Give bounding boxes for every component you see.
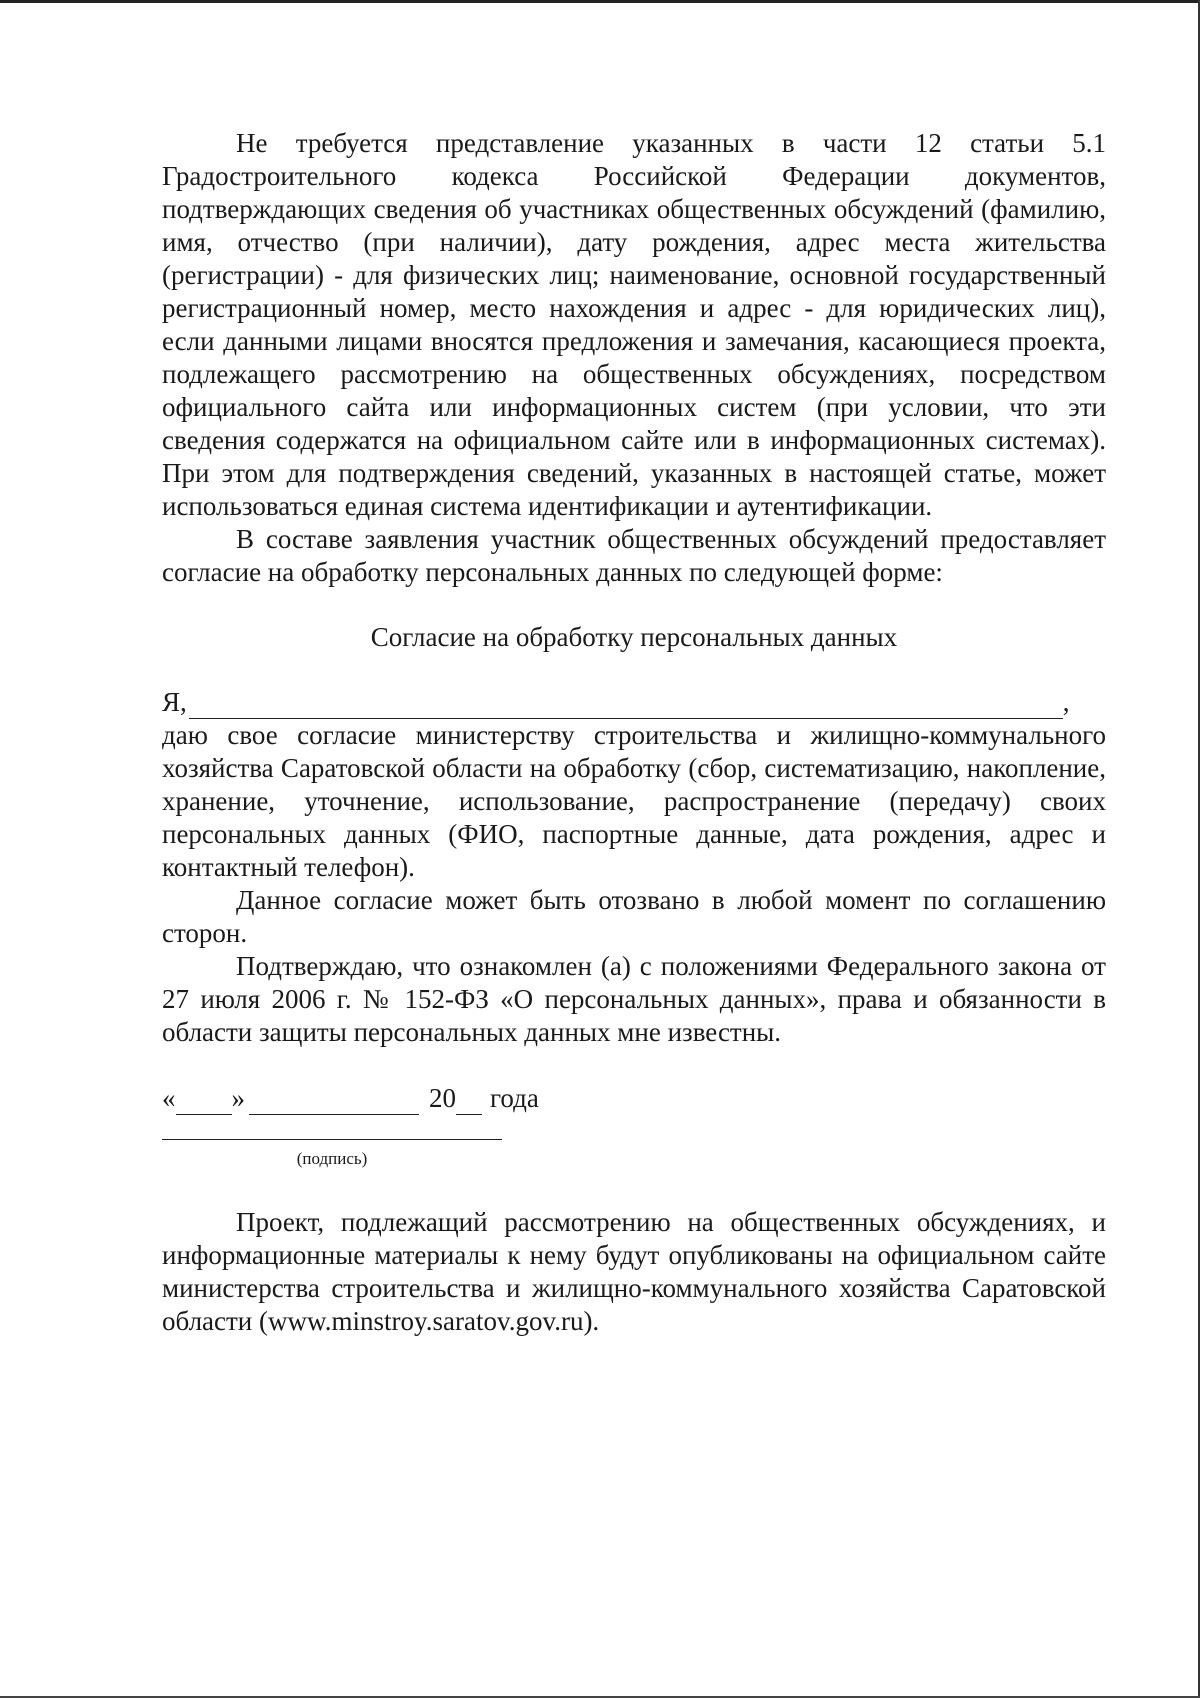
consent-form-title: Согласие на обработку персональных данных (370, 622, 898, 652)
signature-block (162, 1129, 502, 1170)
date-century: 20 (429, 1083, 456, 1113)
fio-field-line (162, 686, 1106, 719)
confirm-text: Подтверждаю, что ознакомлен (а) с положениями Федерального закона от 27 июля 2006 г. № 152-ФЗ «О персональных данных», права и обязанности в области защиты персональных данных мне известны. (162, 951, 1106, 1047)
date-year-word: года (490, 1083, 539, 1113)
date-open-quote: « (162, 1083, 176, 1113)
paragraph-consent-intro: В составе заявления участник общественных обсуждений предоставляет согласие на обработку персональных данных по следующей форме: (162, 524, 1106, 587)
month-blank (249, 1090, 419, 1115)
date-close-quote: » (231, 1083, 245, 1113)
signature-caption: (подпись) (296, 1149, 368, 1168)
revoke-text: Данное согласие может быть отозвано в любой момент по соглашению сторон. (162, 885, 1106, 948)
day-blank (176, 1090, 232, 1115)
paragraph-documents-not-required: Не требуется представление указанных в части 12 статьи 5.1 Градостроительного кодекса Российской Федерации документов, подтверждающих сведения об участниках общественных обсуждений (фамилию, имя, отчество (при наличии), дату рождения, адрес места жительства (регистрации) - для физических лиц; наименование, основной государственный регистрационный номер, место нахождения и адрес - для юридических лиц), если данными лицами вносятся предложения и замечания, касающиеся проекта, подлежащего рассмотрению на общественных обсуждениях, посредством официального сайта или информационных систем (при условии, что эти сведения содержатся на официальном сайте или в информационных системах). При этом для подтверждения сведений, указанных в настоящей статье, может использоваться единая система идентификации и аутентификации. (162, 128, 1106, 521)
document-page (162, 127, 1106, 1338)
paragraph-publication: Проект, подлежащий рассмотрению на общественных обсуждениях, и информационные материалы к нему будут опубликованы на официальном сайте министерства строительства и жилищно-коммунального хозяйства Саратовской области (www.minstroy.saratov.gov.ru). (162, 1207, 1106, 1336)
fio-prefix: Я, (162, 687, 187, 717)
fio-suffix: , (1062, 687, 1070, 717)
year-blank (456, 1090, 482, 1115)
date-field-line (162, 1081, 1106, 1115)
scan-border-top (0, 0, 1200, 3)
signature-line (162, 1129, 502, 1140)
fio-blank (189, 694, 1063, 719)
consent-text: даю свое согласие министерству строительства и жилищно-коммунального хозяйства Саратовской области на обработку (сбор, систематизацию, накопление, хранение, уточнение, использование, распространение (передачу) своих персональных данных (ФИО, паспортные данные, дата рождения, адрес и контактный телефон). (162, 720, 1106, 882)
